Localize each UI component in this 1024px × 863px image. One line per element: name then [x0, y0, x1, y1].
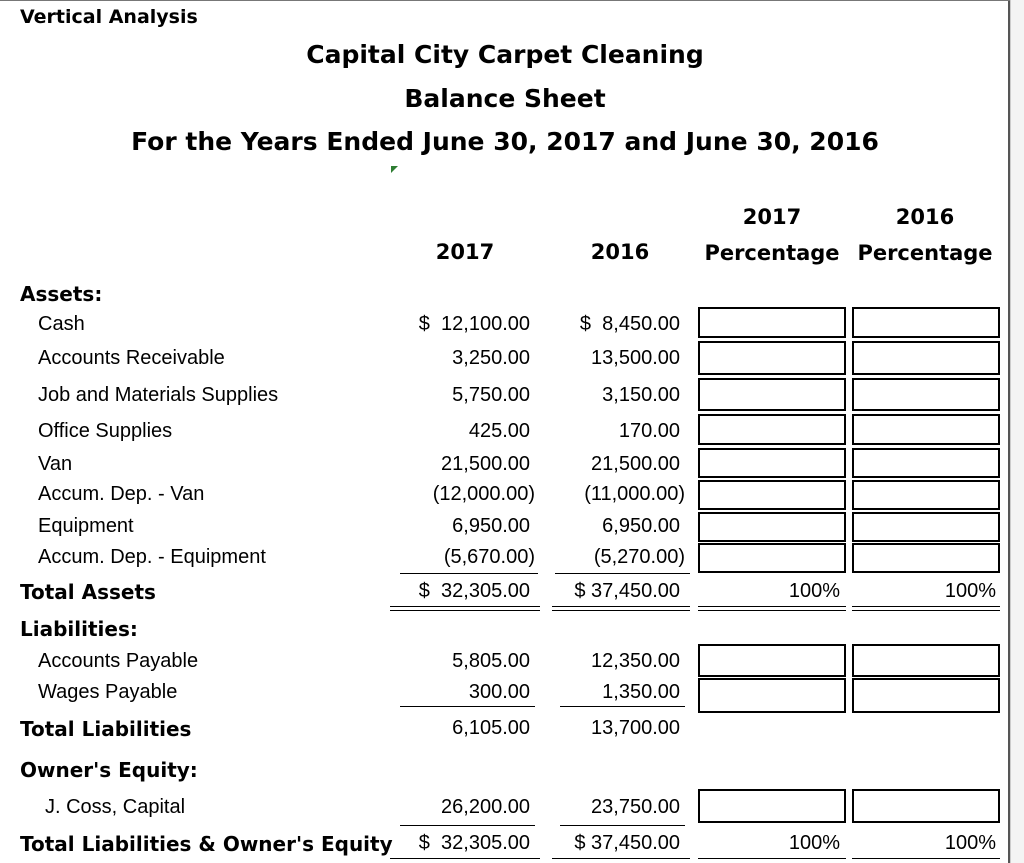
asset-value-2016: 3,150.00	[602, 384, 680, 406]
total-assets-double-rule-2016	[552, 606, 690, 611]
asset-value-2017: 425.00	[468, 420, 530, 442]
sheet-border-top	[0, 0, 1010, 1]
pct2017-input-office-supplies[interactable]	[698, 414, 846, 445]
total-assets-pct2017: 100%	[788, 580, 840, 602]
asset-label: Accum. Dep. - Van	[38, 483, 205, 505]
equity-rule-2017	[400, 825, 535, 826]
asset-value-2017: 3,250.00	[452, 347, 530, 369]
equity-rule-2016	[560, 825, 685, 826]
col-header-pct2016-label: Percentage	[857, 241, 993, 265]
total-assets-double-rule-pct2016	[852, 606, 1000, 611]
pct2016-input-accounts-receivable[interactable]	[852, 341, 1000, 375]
pct2016-input-capital[interactable]	[852, 789, 1000, 823]
pct2017-input-van[interactable]	[698, 448, 846, 478]
pct2016-input-van[interactable]	[852, 448, 1000, 478]
pct2016-input-equipment[interactable]	[852, 512, 1000, 542]
pct2017-input-wages-payable[interactable]	[698, 678, 846, 713]
total-assets-2017: $ 32,305.00	[418, 580, 530, 602]
asset-label: Van	[38, 453, 73, 475]
subtotal-rule-2017	[400, 573, 538, 574]
pct2016-input-job-materials[interactable]	[852, 378, 1000, 411]
total-assets-label: Total Assets	[20, 580, 156, 604]
asset-value-2017: 6,950.00	[452, 515, 530, 537]
pct2017-input-accounts-receivable[interactable]	[698, 341, 846, 375]
liability-value-2016: 1,350.00	[602, 681, 680, 703]
equity-value-2016: 23,750.00	[591, 796, 680, 818]
scrollbar-track[interactable]	[1010, 0, 1024, 863]
total-liab-equity-label: Total Liabilities & Owner's Equity	[20, 832, 393, 856]
asset-label: Equipment	[38, 515, 134, 537]
pct2016-input-cash[interactable]	[852, 307, 1000, 338]
asset-value-2016: (11,000.00)	[584, 483, 685, 505]
col-header-pct2017-year: 2017	[742, 205, 802, 229]
pct2017-input-capital[interactable]	[698, 789, 846, 823]
total-liabilities-2016: 13,700.00	[591, 717, 680, 739]
pct2017-input-job-materials[interactable]	[698, 378, 846, 411]
total-liab-equity-2017: $ 32,305.00	[418, 832, 530, 854]
asset-label: Job and Materials Supplies	[38, 384, 279, 406]
pct2017-input-accum-dep-van[interactable]	[698, 480, 846, 510]
total-assets-double-rule-2017	[390, 606, 540, 611]
liability-value-2017: 300.00	[468, 681, 530, 703]
liability-value-2017: 5,805.00	[452, 650, 530, 672]
pct2017-input-accum-dep-equipment[interactable]	[698, 543, 846, 573]
total-liabilities-2017: 6,105.00	[452, 717, 530, 739]
cell-comment-indicator	[391, 166, 398, 173]
liability-label: Wages Payable	[38, 681, 178, 703]
pct2017-input-accounts-payable[interactable]	[698, 644, 846, 677]
asset-value-2017: (5,670.00)	[443, 546, 535, 568]
total-liab-equity-pct2017: 100%	[788, 832, 840, 854]
period-title: For the Years Ended June 30, 2017 and June 30, 2016	[131, 127, 879, 156]
total-assets-2016: $ 37,450.00	[574, 580, 680, 602]
pct2016-input-accum-dep-van[interactable]	[852, 480, 1000, 510]
sheet-label: Vertical Analysis	[20, 6, 198, 28]
col-header-2017: 2017	[435, 240, 495, 264]
asset-value-2016: 6,950.00	[602, 515, 680, 537]
assets-heading: Assets:	[20, 282, 103, 306]
asset-value-2016: 13,500.00	[591, 347, 680, 369]
asset-value-2016: 170.00	[618, 420, 680, 442]
asset-label: Cash	[38, 313, 85, 335]
asset-value-2016: $ 8,450.00	[579, 313, 680, 335]
asset-label: Office Supplies	[38, 420, 173, 442]
pct2016-input-accounts-payable[interactable]	[852, 644, 1000, 677]
equity-label: J. Coss, Capital	[45, 796, 186, 818]
bottom-rule-pct2016	[852, 858, 1000, 859]
asset-value-2016: 21,500.00	[591, 453, 680, 475]
asset-label: Accounts Receivable	[38, 347, 225, 369]
col-header-pct2016-year: 2016	[895, 205, 955, 229]
pct2016-input-wages-payable[interactable]	[852, 678, 1000, 713]
liabilities-rule-2017	[400, 706, 535, 707]
asset-value-2017: $ 12,100.00	[418, 313, 530, 335]
liabilities-rule-2016	[560, 706, 685, 707]
asset-value-2017: 21,500.00	[441, 453, 530, 475]
total-assets-pct2016: 100%	[944, 580, 996, 602]
total-assets-double-rule-pct2017	[698, 606, 846, 611]
liabilities-heading: Liabilities:	[20, 617, 138, 641]
statement-title: Balance Sheet	[404, 84, 606, 113]
pct2016-input-office-supplies[interactable]	[852, 414, 1000, 445]
asset-value-2017: 5,750.00	[452, 384, 530, 406]
pct2017-input-cash[interactable]	[698, 307, 846, 338]
total-liab-equity-pct2016: 100%	[944, 832, 996, 854]
asset-label: Accum. Dep. - Equipment	[38, 546, 266, 568]
col-header-2016: 2016	[590, 240, 650, 264]
equity-heading: Owner's Equity:	[20, 758, 198, 782]
pct2016-input-accum-dep-equipment[interactable]	[852, 543, 1000, 573]
liability-label: Accounts Payable	[38, 650, 199, 672]
bottom-rule-2016	[552, 858, 690, 859]
company-name: Capital City Carpet Cleaning	[306, 40, 704, 69]
asset-value-2017: (12,000.00)	[432, 483, 535, 505]
total-liab-equity-2016: $ 37,450.00	[574, 832, 680, 854]
subtotal-rule-2016	[555, 573, 690, 574]
liability-value-2016: 12,350.00	[591, 650, 680, 672]
pct2017-input-equipment[interactable]	[698, 512, 846, 542]
col-header-pct2017-label: Percentage	[704, 241, 840, 265]
bottom-rule-pct2017	[698, 858, 846, 859]
asset-value-2016: (5,270.00)	[593, 546, 685, 568]
bottom-rule-2017	[390, 858, 540, 859]
total-liabilities-label: Total Liabilities	[20, 717, 192, 741]
equity-value-2017: 26,200.00	[441, 796, 530, 818]
